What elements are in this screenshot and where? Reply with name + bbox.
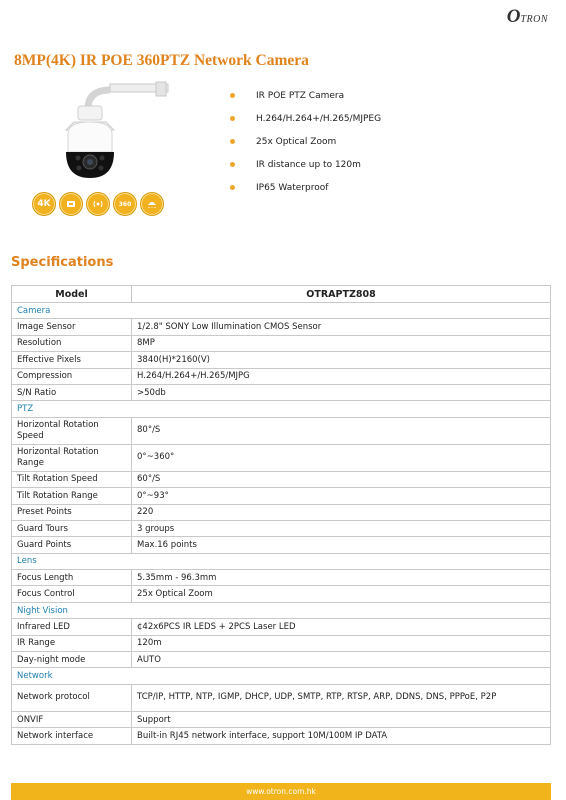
bullet-icon [230, 162, 235, 167]
feature-item [230, 112, 381, 135]
bullet-icon [230, 116, 235, 121]
table-header-row [12, 286, 551, 303]
table-row [12, 417, 551, 444]
spec-label: ONVIF [12, 711, 132, 727]
feature-item [230, 158, 381, 181]
table-row [12, 444, 551, 471]
spec-value: Max.16 points [132, 537, 551, 553]
table-row [12, 619, 551, 635]
spec-value: 80°/S [132, 417, 551, 444]
spec-value: AUTO [132, 652, 551, 668]
badge-waterproof-icon [140, 192, 164, 216]
spec-label: Guard Tours [12, 520, 132, 536]
spec-label: Guard Points [12, 537, 132, 553]
spec-label: Effective Pixels [12, 352, 132, 368]
table-row [12, 520, 551, 536]
spec-label: Resolution [12, 335, 132, 351]
spec-label: Horizontal Rotation Speed [12, 417, 132, 444]
feature-item [230, 89, 381, 112]
table-row [12, 384, 551, 400]
spec-value: 8MP [132, 335, 551, 351]
badge-poe-icon [59, 192, 83, 216]
spec-value: 3840(H)*2160(V) [132, 352, 551, 368]
table-row [12, 352, 551, 368]
table-row [12, 319, 551, 335]
feature-item [230, 181, 381, 204]
brand-initial: O [506, 6, 521, 27]
feature-badges [32, 192, 164, 216]
footer-website-link[interactable]: www.otron.com.hk [246, 787, 316, 796]
feature-text: IP65 Waterproof [256, 183, 329, 193]
spec-label: S/N Ratio [12, 384, 132, 400]
spec-label: Infrared LED [12, 619, 132, 635]
section-row-lens [12, 553, 551, 569]
section-row-network [12, 668, 551, 684]
bullet-icon [230, 93, 235, 98]
section-row-ptz [12, 401, 551, 417]
table-row [12, 368, 551, 384]
spec-label: Focus Control [12, 586, 132, 602]
badge-ir-icon [86, 192, 110, 216]
feature-text: H.264/H.264+/H.265/MJPEG [256, 114, 382, 124]
spec-value: 60°/S [132, 471, 551, 487]
section-row-night-vision [12, 602, 551, 618]
spec-label: Tilt Rotation Range [12, 488, 132, 504]
table-row [12, 537, 551, 553]
spec-label: Horizontal Rotation Range [12, 444, 132, 471]
spec-value: 0°~360° [132, 444, 551, 471]
table-row [12, 728, 551, 744]
bullet-icon [230, 139, 235, 144]
table-row [12, 635, 551, 651]
section-title: PTZ [12, 401, 551, 417]
table-row [12, 684, 551, 711]
spec-value: 120m [132, 635, 551, 651]
section-title: Night Vision [12, 602, 551, 618]
spec-value: >50db [132, 384, 551, 400]
spec-value: 25x Optical Zoom [132, 586, 551, 602]
spec-value: Built-in RJ45 network interface, support 10M/100M IP DATA [132, 728, 551, 744]
spec-value: 5.35mm - 96.3mm [132, 570, 551, 586]
table-row [12, 504, 551, 520]
spec-table [11, 285, 551, 745]
model-label: Model [12, 286, 132, 303]
spec-label: Day-night mode [12, 652, 132, 668]
spec-value: 0°~93° [132, 488, 551, 504]
section-title: Network [12, 668, 551, 684]
table-row [12, 711, 551, 727]
spec-value: TCP/IP, HTTP, NTP, IGMP, DHCP, UDP, SMTP, RTP, RTSP, ARP, DDNS, DNS, PPPoE, P2P [132, 684, 551, 711]
section-title: Lens [12, 553, 551, 569]
specifications-heading: Specifications [11, 255, 114, 270]
table-row [12, 586, 551, 602]
spec-value: 220 [132, 504, 551, 520]
spec-label: Focus Length [12, 570, 132, 586]
spec-value: 1/2.8" SONY Low Illumination CMOS Sensor [132, 319, 551, 335]
feature-text: IR distance up to 120m [256, 160, 361, 170]
feature-text: 25x Optical Zoom [256, 137, 337, 147]
bullet-icon [230, 185, 235, 190]
table-row [12, 488, 551, 504]
section-row-camera [12, 303, 551, 319]
spec-label: Network interface [12, 728, 132, 744]
brand-logo [507, 6, 548, 28]
brand-rest: TRON [520, 14, 548, 25]
spec-label: IR Range [12, 635, 132, 651]
model-value: OTRAPTZ808 [132, 286, 551, 303]
footer-bar [11, 783, 551, 800]
spec-label: Preset Points [12, 504, 132, 520]
feature-text: IR POE PTZ Camera [256, 91, 345, 101]
badge-4k-icon: 4K [32, 192, 56, 216]
spec-label: Tilt Rotation Speed [12, 471, 132, 487]
spec-label: Compression [12, 368, 132, 384]
feature-list [230, 89, 381, 204]
feature-item [230, 135, 381, 158]
spec-value: 3 groups [132, 520, 551, 536]
product-title: 8MP(4K) IR POE 360PTZ Network Camera [14, 52, 309, 69]
spec-value: Support [132, 711, 551, 727]
spec-value: ¢42x6PCS IR LEDS + 2PCS Laser LED [132, 619, 551, 635]
table-row [12, 335, 551, 351]
section-title: Camera [12, 303, 551, 319]
badge-360-icon: 360 [113, 192, 137, 216]
table-row [12, 570, 551, 586]
ptz-camera-image [52, 80, 182, 192]
table-row [12, 652, 551, 668]
spec-label: Network protocol [12, 684, 132, 711]
spec-label: Image Sensor [12, 319, 132, 335]
spec-value: H.264/H.264+/H.265/MJPG [132, 368, 551, 384]
table-row [12, 471, 551, 487]
